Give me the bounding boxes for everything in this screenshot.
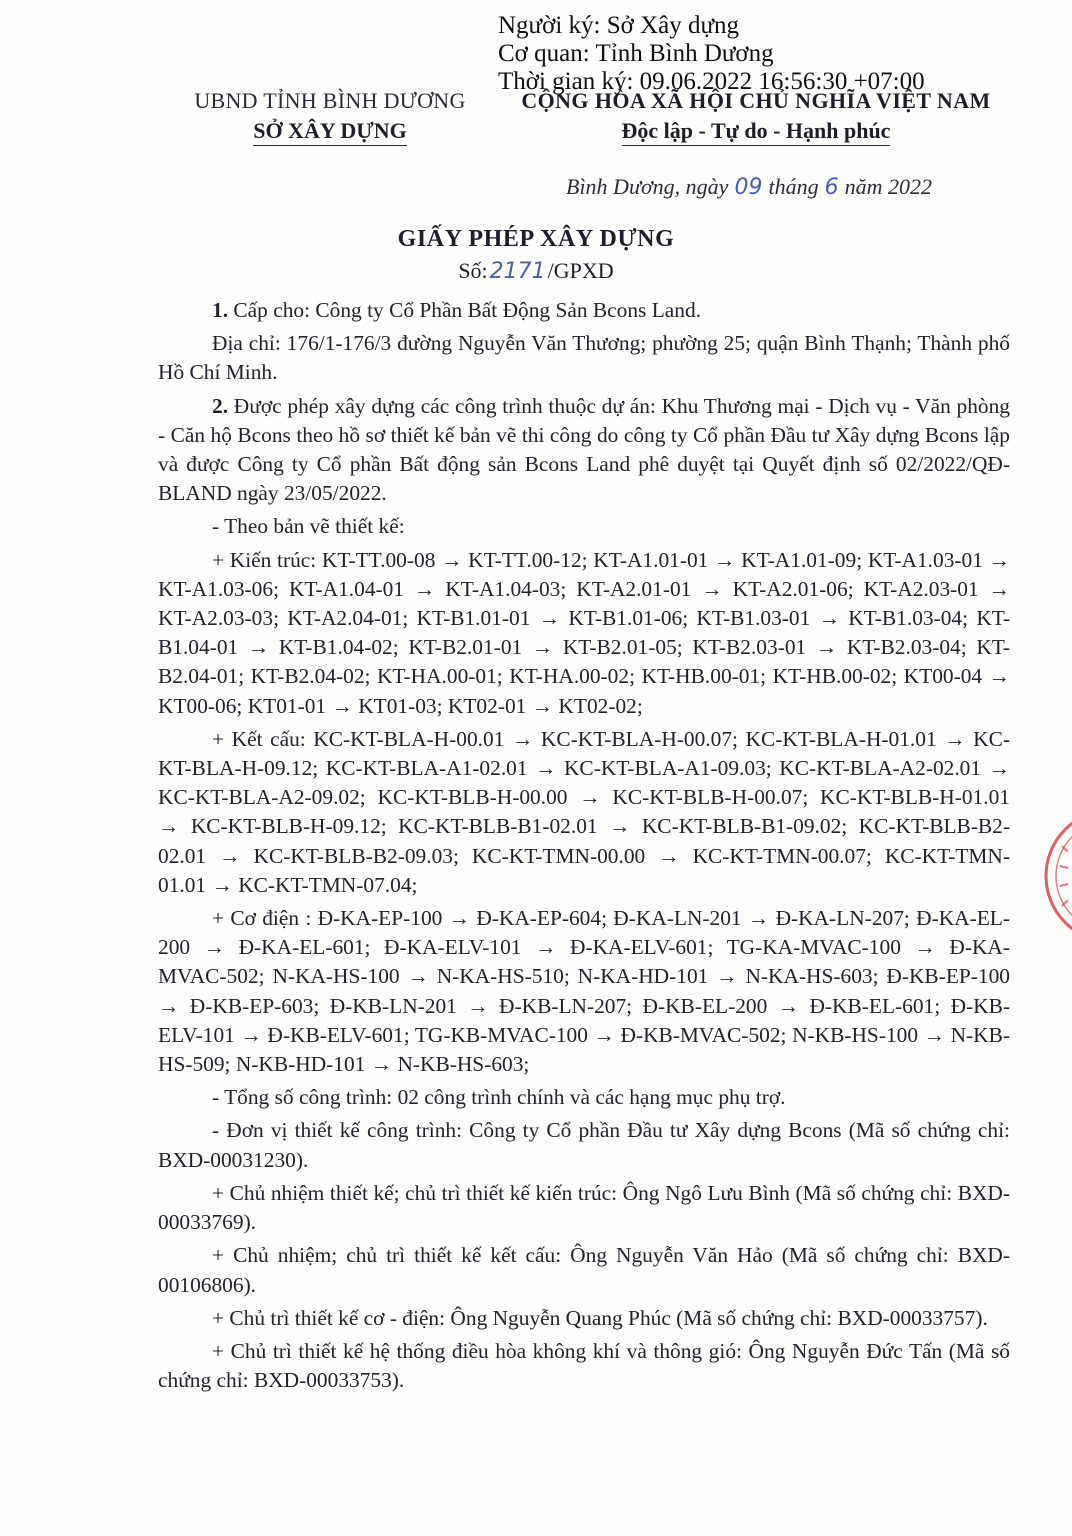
chief-structure: + Chủ nhiệm; chủ trì thiết kế kết cấu: Ông Nguyễn Văn Hảo (Mã số chứng chỉ: BXD-00106806). (158, 1243, 1010, 1297)
chief-hvac: + Chủ trì thiết kế hệ thống điều hòa không khí và thông gió: Ông Nguyễn Đức Tấn (Mã số chứng chỉ: BXD-00033753). (158, 1338, 1010, 1393)
red-seal-fragment (1032, 806, 1072, 946)
number-prefix: Số: (458, 258, 488, 283)
seal-icon (1032, 806, 1072, 946)
section-2-label: 2. (212, 393, 229, 418)
document-number (0, 258, 1072, 284)
issue-date (566, 174, 932, 200)
drawings-intro: - Theo bản vẽ thiết kế: (212, 514, 405, 539)
digital-signature-stamp (498, 12, 925, 96)
permit-paragraph (158, 392, 1010, 509)
document-body (158, 296, 1010, 1395)
chief-architect: + Chủ nhiệm thiết kế; chủ trì thiết kế kiến trúc: Ông Ngô Lưu Bình (Mã số chứng chỉ: BXD-00033769). (158, 1180, 1010, 1235)
mep-drawings: + Cơ điện : Đ-KA-EP-100 → Đ-KA-EP-604; Đ-KA-LN-201 → Đ-KA-LN-207; Đ-KA-EL-200 → Đ-KA-EL-601; Đ-KA-ELV-101 → Đ-KA-ELV-601; TG-KA-MVAC-100 → Đ-KA- MVAC-502; N-KA-HS-100 → N-KA-HS-510; N-KA-HD-101 → N-KA-HS-603; Đ-KB-EP-100 → Đ-KB-EP-603; Đ-KB-LN-201 → Đ-KB-LN-207; Đ-KB-EL-200 → Đ-KB-EL-601; Đ-KB-ELV-101 → Đ-KB-ELV-601; TG-KB-MVAC-100 → Đ-KB-MVAC-502; N-KB-HS-100 → N-KB-HS-509; N-KB-HD-101 → N-KB-HS-603; (158, 906, 1010, 1077)
authority-department: SỞ XÂY DỰNG (253, 118, 407, 146)
signature-signer: Người ký: Sở Xây dựng (498, 12, 740, 39)
signature-time: Thời gian ký: 09.06.2022 16:56:30 +07:00 (498, 68, 925, 95)
number-suffix: /GPXD (547, 258, 614, 283)
document-title: GIẤY PHÉP XÂY DỰNG (397, 226, 675, 252)
grantee-address: Địa chỉ: 176/1-176/3 đường Nguyễn Văn Thương; phường 25; quận Bình Thạnh; Thành phố Hồ Chí Minh. (158, 331, 1010, 385)
architecture-drawings: + Kiến trúc: KT-TT.00-08 → KT-TT.00-12; KT-A1.01-01 → KT-A1.01-09; KT-A1.03-01 → KT-A1.03-06; KT-A1.04-01 → KT-A1.04-03; KT-A2.01-01 → KT-A2.01-06; KT-A2.03-01 → KT-A2.03-03; KT-A2.04-01; KT-B1.01-01 → KT-B1.01-06; KT-B1.03-01 → KT-B1.03-04; KT-B1.04-01 → KT-B1.04-02; KT-B2.01-01 → KT-B2.01-05; KT-B2.03-01 → KT-B2.03-04; KT-B2.04-01; KT-B2.04-02; KT-HA.00-01; KT-HA.00-02; KT-HB.00-01; KT-HB.00-02; KT00-04 → KT00-06; KT01-01 → KT01-03; KT02-01 → KT02-02; (158, 547, 1010, 718)
country-name: CỘNG HÒA XÃ HỘI CHỦ NGHĨA VIỆT NAM (521, 88, 991, 113)
signature-agency: Cơ quan: Tỉnh Bình Dương (498, 40, 774, 67)
date-day-handwritten: 09 (734, 175, 763, 200)
motto: Độc lập - Tự do - Hạnh phúc (622, 118, 891, 146)
permit-scope: Được phép xây dựng các công trình thuộc dự án: Khu Thương mại - Dịch vụ - Văn phòng - Căn hộ Bcons theo hồ sơ thiết kế bản vẽ thi công do công ty Cổ phần Đầu tư Xây dựng Bcons lập và được Công ty Cổ phần Bất động sản Bcons Land phê duyệt tại Quyết định số 02/2022/QĐ-BLAND ngày 23/05/2022. (158, 393, 1010, 506)
design-unit: - Đơn vị thiết kế công trình: Công ty Cổ phần Đầu tư Xây dựng Bcons (Mã số chứng chỉ: BXD-00031230). (158, 1118, 1010, 1172)
chief-mep: + Chủ trì thiết kế cơ - điện: Ông Nguyễn Quang Phúc (Mã số chứng chỉ: BXD-00033757). (212, 1305, 988, 1330)
structure-drawings: + Kết cấu: KC-KT-BLA-H-00.01 → KC-KT-BLA-H-00.07; KC-KT-BLA-H-01.01 → KC-KT-BLA-H-09.12; KC-KT-BLA-A1-02.01 → KC-KT-BLA-A1-09.03; KC-KT-BLA-A2-02.01 → KC-KT-BLA-A2-09.02; KC-KT-BLB-H-00.00 → KC-KT-BLB-H-00.07; KC-KT-BLB-H-01.01 → KC-KT-BLB-H-09.12; KC-KT-BLB-B1-02.01 → KC-KT-BLB-B1-09.02; KC-KT-BLB-B2-02.01 → KC-KT-BLB-B2-09.03; KC-KT-TMN-00.00 → KC-KT-TMN-00.07; KC-KT-TMN-01.01 → KC-KT-TMN-07.04; (158, 726, 1010, 897)
number-handwritten: 2171 (489, 259, 546, 284)
date-month-handwritten: 6 (824, 175, 839, 200)
section-1-label: 1. (212, 298, 229, 322)
grantee-paragraph (158, 296, 1010, 325)
date-place: Bình Dương, ngày (566, 174, 729, 199)
issuing-authority (170, 88, 490, 146)
date-year: năm 2022 (844, 174, 932, 199)
total-works: - Tổng số công trình: 02 công trình chính và các hạng mục phụ trợ. (212, 1085, 786, 1110)
date-month-label: tháng (768, 174, 819, 199)
authority-province: UBND TỈNH BÌNH DƯƠNG (194, 88, 466, 113)
grantee: Cấp cho: Công ty Cổ Phần Bất Động Sản Bcons Land. (233, 298, 702, 322)
national-motto (496, 88, 1016, 146)
